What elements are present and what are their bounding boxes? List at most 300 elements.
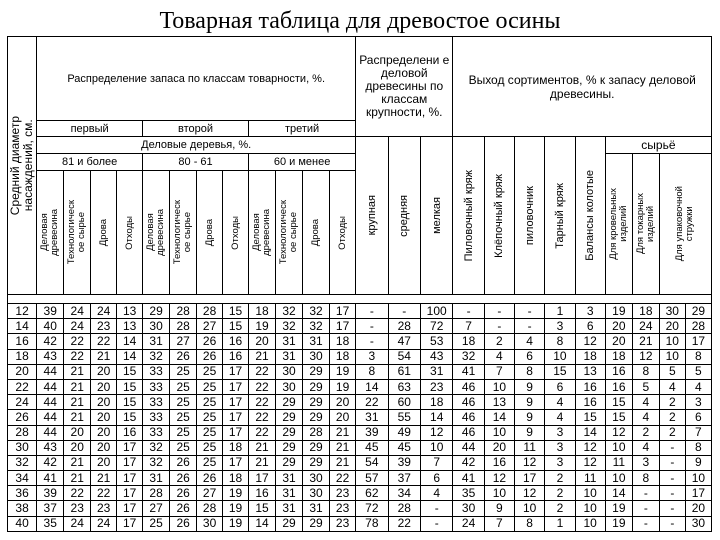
table-cell: 36 bbox=[8, 486, 37, 501]
table-cell: 26 bbox=[197, 334, 223, 349]
table-cell: 5 bbox=[632, 379, 659, 394]
table-cell: - bbox=[659, 501, 685, 516]
table-cell: 20 bbox=[605, 319, 632, 334]
table-cell: 26 bbox=[170, 349, 197, 364]
diameter-header: Средний диаметр насаждений, см. bbox=[8, 37, 37, 295]
table-cell: 31 bbox=[420, 364, 452, 379]
table-cell: 18 bbox=[223, 440, 249, 455]
table-cell: 20 bbox=[91, 395, 117, 410]
table-cell: 21 bbox=[249, 440, 276, 455]
table-cell: 40 bbox=[37, 319, 64, 334]
table-cell: 22 bbox=[64, 334, 91, 349]
table-cell: 32 bbox=[303, 319, 330, 334]
table-cell: 4 bbox=[685, 379, 711, 394]
table-cell: 7 bbox=[420, 455, 452, 470]
table-cell: 23 bbox=[91, 319, 117, 334]
table-cell: 11 bbox=[515, 440, 545, 455]
table-cell: 43 bbox=[37, 349, 64, 364]
table-cell: 30 bbox=[453, 501, 484, 516]
table-cell: 17 bbox=[223, 395, 249, 410]
table-cell: 17 bbox=[515, 471, 545, 486]
table-cell: 10 bbox=[659, 334, 685, 349]
table-cell: 25 bbox=[197, 364, 223, 379]
yield-stave-log: Клёпочный кряж bbox=[484, 137, 514, 295]
table-cell: 31 bbox=[276, 486, 303, 501]
table-cell: 24 bbox=[453, 516, 484, 531]
table-cell: 29 bbox=[303, 379, 330, 394]
table-cell: 25 bbox=[170, 379, 197, 394]
table-cell: 44 bbox=[37, 425, 64, 440]
table-cell: - bbox=[356, 304, 388, 319]
table-cell: 32 bbox=[8, 455, 37, 470]
table-cell: 23 bbox=[330, 501, 356, 516]
table-cell: 22 bbox=[249, 379, 276, 394]
table-cell: 45 bbox=[388, 440, 420, 455]
sub-col-firewood-1: Дрова bbox=[91, 171, 117, 295]
table-cell: - bbox=[420, 501, 452, 516]
sub-col-business-2: Деловая древесина bbox=[143, 171, 170, 295]
table-cell: 29 bbox=[276, 440, 303, 455]
table-cell: 28 bbox=[170, 319, 197, 334]
table-cell: 43 bbox=[37, 440, 64, 455]
table-row bbox=[8, 395, 712, 410]
table-cell: 15 bbox=[117, 395, 143, 410]
table-cell: 13 bbox=[484, 395, 514, 410]
table-cell: 21 bbox=[330, 455, 356, 470]
table-cell: 39 bbox=[37, 486, 64, 501]
table-cell: 25 bbox=[143, 516, 170, 531]
table-cell: 32 bbox=[143, 455, 170, 470]
table-cell: 22 bbox=[8, 379, 37, 394]
table-cell: 10 bbox=[575, 486, 605, 501]
table-cell: 41 bbox=[453, 364, 484, 379]
table-cell: 4 bbox=[659, 379, 685, 394]
table-cell: 18 bbox=[632, 304, 659, 319]
table-cell: 9 bbox=[515, 425, 545, 440]
table-cell: 4 bbox=[632, 440, 659, 455]
table-cell: - bbox=[632, 501, 659, 516]
table-cell: 49 bbox=[388, 425, 420, 440]
table-cell: 9 bbox=[484, 501, 514, 516]
table-cell: 26 bbox=[8, 410, 37, 425]
table-row bbox=[8, 364, 712, 379]
table-cell: - bbox=[388, 304, 420, 319]
table-cell: 46 bbox=[453, 425, 484, 440]
table-cell: 8 bbox=[515, 516, 545, 531]
table-cell: 15 bbox=[545, 364, 575, 379]
table-cell: 26 bbox=[170, 516, 197, 531]
table-cell: 4 bbox=[484, 349, 514, 364]
table-cell: 31 bbox=[276, 334, 303, 349]
table-cell: 10 bbox=[605, 471, 632, 486]
table-cell: 31 bbox=[143, 334, 170, 349]
table-cell: 10 bbox=[605, 440, 632, 455]
table-cell: 27 bbox=[197, 319, 223, 334]
table-cell: 2 bbox=[659, 425, 685, 440]
table-cell: 1 bbox=[545, 304, 575, 319]
table-cell: 31 bbox=[276, 349, 303, 364]
yield-crate-log: Тарный кряж bbox=[545, 137, 575, 295]
table-row bbox=[8, 410, 712, 425]
table-cell: 27 bbox=[143, 501, 170, 516]
table-cell: 16 bbox=[575, 395, 605, 410]
table-cell: 12 bbox=[632, 349, 659, 364]
table-cell: 8 bbox=[632, 471, 659, 486]
table-cell: 23 bbox=[64, 501, 91, 516]
table-cell: 31 bbox=[143, 471, 170, 486]
table-cell: 54 bbox=[388, 349, 420, 364]
sub-col-waste-2: Отходы bbox=[223, 171, 249, 295]
table-cell: 63 bbox=[388, 379, 420, 394]
table-cell: 2 bbox=[545, 486, 575, 501]
table-cell: 22 bbox=[249, 364, 276, 379]
table-cell: 17 bbox=[223, 410, 249, 425]
table-cell: 25 bbox=[197, 455, 223, 470]
table-cell: 30 bbox=[197, 516, 223, 531]
table-cell: 44 bbox=[37, 364, 64, 379]
table-row bbox=[8, 440, 712, 455]
sub-col-tech-3: Технологическ ое сырье bbox=[276, 171, 303, 295]
table-cell: 21 bbox=[64, 379, 91, 394]
table-cell: 32 bbox=[276, 304, 303, 319]
table-cell: 32 bbox=[453, 349, 484, 364]
table-cell: 25 bbox=[197, 410, 223, 425]
table-cell: 22 bbox=[249, 425, 276, 440]
table-cell: 43 bbox=[420, 349, 452, 364]
table-cell: 11 bbox=[575, 471, 605, 486]
table-cell: 2 bbox=[484, 334, 514, 349]
table-cell: 30 bbox=[276, 364, 303, 379]
sub-col-tech-2: Технологическ ое сырье bbox=[170, 171, 197, 295]
table-cell: 17 bbox=[685, 334, 711, 349]
class-second: второй bbox=[143, 121, 249, 137]
table-cell: 29 bbox=[276, 410, 303, 425]
table-cell: 19 bbox=[223, 501, 249, 516]
table-cell: 4 bbox=[545, 410, 575, 425]
table-cell: 46 bbox=[453, 395, 484, 410]
table-cell: 12 bbox=[484, 471, 514, 486]
table-cell: 31 bbox=[276, 471, 303, 486]
table-cell: 29 bbox=[303, 440, 330, 455]
table-cell: 29 bbox=[303, 395, 330, 410]
table-cell: 5 bbox=[685, 364, 711, 379]
table-cell: 11 bbox=[605, 455, 632, 470]
table-cell: - bbox=[632, 486, 659, 501]
table-cell: - bbox=[484, 304, 514, 319]
table-cell: 30 bbox=[303, 349, 330, 364]
table-cell: 15 bbox=[117, 379, 143, 394]
table-cell: 18 bbox=[249, 304, 276, 319]
table-cell: 21 bbox=[64, 364, 91, 379]
table-cell: 12 bbox=[605, 425, 632, 440]
yield-pulpwood: Балансы колотые bbox=[575, 137, 605, 295]
table-cell: 10 bbox=[484, 486, 514, 501]
table-cell: 21 bbox=[64, 471, 91, 486]
table-cell: 15 bbox=[223, 304, 249, 319]
table-cell: 20 bbox=[8, 364, 37, 379]
table-cell: 19 bbox=[223, 486, 249, 501]
page-title: Товарная таблица для древостое осины bbox=[159, 8, 561, 34]
table-cell: 13 bbox=[575, 364, 605, 379]
table-cell: 46 bbox=[453, 410, 484, 425]
table-cell: 18 bbox=[575, 349, 605, 364]
table-cell: 41 bbox=[37, 471, 64, 486]
table-cell: 28 bbox=[388, 501, 420, 516]
table-cell: 10 bbox=[484, 425, 514, 440]
table-cell: 14 bbox=[117, 334, 143, 349]
table-cell: 19 bbox=[605, 501, 632, 516]
table-cell: 16 bbox=[605, 379, 632, 394]
table-cell: 29 bbox=[276, 425, 303, 440]
yield-turning: Для токарных изделий bbox=[632, 154, 659, 295]
table-cell: 33 bbox=[143, 379, 170, 394]
table-cell: 15 bbox=[605, 395, 632, 410]
table-row bbox=[8, 334, 712, 349]
table-cell: 16 bbox=[223, 334, 249, 349]
table-cell: 28 bbox=[143, 486, 170, 501]
table-cell: 24 bbox=[64, 304, 91, 319]
table-cell: 12 bbox=[8, 304, 37, 319]
table-cell: 29 bbox=[303, 516, 330, 531]
table-cell: 18 bbox=[8, 349, 37, 364]
table-cell: 32 bbox=[143, 349, 170, 364]
table-cell: 24 bbox=[64, 319, 91, 334]
sub-col-business-3: Деловая древесина bbox=[249, 171, 276, 295]
table-cell: 39 bbox=[388, 455, 420, 470]
table-cell: 16 bbox=[117, 425, 143, 440]
table-cell: 26 bbox=[170, 471, 197, 486]
table-cell: 22 bbox=[64, 349, 91, 364]
table-cell: 5 bbox=[659, 364, 685, 379]
table-cell: 17 bbox=[117, 471, 143, 486]
table-cell: 25 bbox=[197, 379, 223, 394]
table-cell: 21 bbox=[64, 410, 91, 425]
table-cell: 22 bbox=[91, 486, 117, 501]
table-cell: 4 bbox=[632, 410, 659, 425]
table-cell: 14 bbox=[8, 319, 37, 334]
table-cell: 40 bbox=[8, 516, 37, 531]
table-cell: 8 bbox=[632, 364, 659, 379]
table-cell: 46 bbox=[453, 379, 484, 394]
table-row bbox=[8, 349, 712, 364]
table-cell: 20 bbox=[330, 410, 356, 425]
table-cell: 18 bbox=[330, 334, 356, 349]
table-cell: 21 bbox=[249, 349, 276, 364]
table-row bbox=[8, 425, 712, 440]
table-cell: 14 bbox=[605, 486, 632, 501]
table-cell: 2 bbox=[545, 471, 575, 486]
table-cell: 8 bbox=[685, 440, 711, 455]
table-cell: 8 bbox=[515, 364, 545, 379]
table-cell: - bbox=[632, 516, 659, 531]
table-cell: 23 bbox=[330, 516, 356, 531]
yield-header: Выход сортиментов, % к запасу деловой древесины. bbox=[453, 37, 712, 137]
size-large: крупная bbox=[356, 137, 388, 295]
table-cell: 20 bbox=[64, 425, 91, 440]
sub-col-tech-1: Технологическ ое сырье bbox=[64, 171, 91, 295]
table-cell: 20 bbox=[91, 364, 117, 379]
table-cell: 20 bbox=[330, 395, 356, 410]
table-cell: 28 bbox=[685, 319, 711, 334]
table-cell: 8 bbox=[356, 364, 388, 379]
table-cell: 3 bbox=[575, 304, 605, 319]
table-cell: 72 bbox=[420, 319, 452, 334]
table-cell: 3 bbox=[685, 395, 711, 410]
table-cell: - bbox=[515, 304, 545, 319]
table-cell: 4 bbox=[545, 395, 575, 410]
table-cell: 9 bbox=[515, 395, 545, 410]
table-cell: 16 bbox=[605, 364, 632, 379]
table-cell: 72 bbox=[356, 501, 388, 516]
sub-col-firewood-3: Дрова bbox=[303, 171, 330, 295]
table-cell: 17 bbox=[685, 486, 711, 501]
yield-sawlogs: пиловочник bbox=[515, 137, 545, 295]
table-cell: 22 bbox=[91, 334, 117, 349]
table-cell: - bbox=[515, 319, 545, 334]
size-small: мелкая bbox=[420, 137, 452, 295]
table-cell: 6 bbox=[515, 349, 545, 364]
table-cell: 37 bbox=[388, 471, 420, 486]
table-cell: 42 bbox=[37, 455, 64, 470]
table-cell: 16 bbox=[249, 486, 276, 501]
table-cell: 29 bbox=[143, 304, 170, 319]
table-cell: 29 bbox=[303, 410, 330, 425]
table-cell: 14 bbox=[117, 349, 143, 364]
table-cell: 18 bbox=[330, 349, 356, 364]
table-cell: 17 bbox=[117, 455, 143, 470]
table-cell: 30 bbox=[303, 486, 330, 501]
table-cell: 33 bbox=[143, 425, 170, 440]
table-cell: 19 bbox=[605, 304, 632, 319]
table-cell: 20 bbox=[64, 440, 91, 455]
table-cell: 16 bbox=[8, 334, 37, 349]
table-cell: 2 bbox=[632, 425, 659, 440]
class-first: первый bbox=[37, 121, 143, 137]
table-cell: 25 bbox=[197, 425, 223, 440]
table-cell: 17 bbox=[330, 319, 356, 334]
table-cell: 22 bbox=[356, 395, 388, 410]
table-cell: - bbox=[659, 455, 685, 470]
table-cell: 19 bbox=[605, 516, 632, 531]
table-cell: 4 bbox=[515, 334, 545, 349]
table-cell: 10 bbox=[685, 471, 711, 486]
table-cell: 15 bbox=[117, 410, 143, 425]
sub-col-waste-3: Отходы bbox=[330, 171, 356, 295]
table-row bbox=[8, 319, 712, 334]
table-cell: 32 bbox=[303, 304, 330, 319]
range-80-61: 80 - 61 bbox=[143, 154, 249, 171]
table-cell: 3 bbox=[545, 425, 575, 440]
table-cell: 10 bbox=[545, 349, 575, 364]
table-cell: 21 bbox=[632, 334, 659, 349]
table-cell: 24 bbox=[91, 304, 117, 319]
table-row bbox=[8, 501, 712, 516]
table-cell: 2 bbox=[659, 410, 685, 425]
table-cell: 16 bbox=[223, 349, 249, 364]
table-cell: - bbox=[453, 304, 484, 319]
business-trees-header: Деловые деревья, %. bbox=[37, 137, 356, 154]
table-cell: 44 bbox=[37, 410, 64, 425]
table-cell: 21 bbox=[330, 425, 356, 440]
table-cell: 15 bbox=[605, 410, 632, 425]
table-cell: 33 bbox=[143, 364, 170, 379]
table-cell: 22 bbox=[388, 516, 420, 531]
table-cell: 2 bbox=[659, 395, 685, 410]
table-cell: 7 bbox=[685, 425, 711, 440]
table-cell: 55 bbox=[388, 410, 420, 425]
table-cell: 39 bbox=[356, 425, 388, 440]
table-cell: 20 bbox=[659, 319, 685, 334]
table-cell: 42 bbox=[453, 455, 484, 470]
table-cell: 9 bbox=[515, 379, 545, 394]
table-cell: 10 bbox=[515, 501, 545, 516]
table-cell: 37 bbox=[37, 501, 64, 516]
table-cell: 41 bbox=[453, 471, 484, 486]
table-cell: 24 bbox=[64, 516, 91, 531]
table-cell: 15 bbox=[117, 364, 143, 379]
size-distribution-header: Распределени е деловой древесины по классам крупности, %. bbox=[356, 37, 453, 137]
table-cell: 9 bbox=[515, 410, 545, 425]
table-cell: 28 bbox=[303, 425, 330, 440]
table-cell: 20 bbox=[91, 379, 117, 394]
table-cell: 20 bbox=[249, 334, 276, 349]
table-cell: 25 bbox=[197, 440, 223, 455]
table-row bbox=[8, 471, 712, 486]
table-cell: 34 bbox=[388, 486, 420, 501]
table-row bbox=[8, 304, 712, 319]
table-cell: 17 bbox=[223, 364, 249, 379]
table-cell: 35 bbox=[453, 486, 484, 501]
table-cell: 13 bbox=[117, 304, 143, 319]
table-cell: 30 bbox=[276, 379, 303, 394]
table-cell: 28 bbox=[197, 501, 223, 516]
table-cell: 19 bbox=[330, 364, 356, 379]
table-cell: 39 bbox=[37, 304, 64, 319]
table-cell: 12 bbox=[420, 425, 452, 440]
table-cell: - bbox=[659, 471, 685, 486]
table-cell: 18 bbox=[453, 334, 484, 349]
table-cell: 29 bbox=[685, 304, 711, 319]
table-cell: 25 bbox=[170, 395, 197, 410]
table-cell: 10 bbox=[659, 349, 685, 364]
table-cell: 17 bbox=[330, 304, 356, 319]
size-medium: средняя bbox=[388, 137, 420, 295]
table-row bbox=[8, 486, 712, 501]
sub-col-firewood-2: Дрова bbox=[197, 171, 223, 295]
table-cell: 3 bbox=[545, 319, 575, 334]
table-cell: 6 bbox=[575, 319, 605, 334]
table-cell: 60 bbox=[388, 395, 420, 410]
table-cell: 17 bbox=[223, 455, 249, 470]
table-cell: 14 bbox=[249, 516, 276, 531]
table-cell: - bbox=[356, 319, 388, 334]
table-cell: 33 bbox=[143, 395, 170, 410]
table-cell: - bbox=[356, 334, 388, 349]
table-cell: 19 bbox=[249, 319, 276, 334]
table-cell: 3 bbox=[545, 440, 575, 455]
table-cell: 12 bbox=[575, 455, 605, 470]
table-cell: 6 bbox=[545, 379, 575, 394]
table-cell: - bbox=[484, 319, 514, 334]
table-cell: 17 bbox=[223, 425, 249, 440]
table-cell: 17 bbox=[117, 501, 143, 516]
table-cell: 35 bbox=[37, 516, 64, 531]
table-cell: 14 bbox=[420, 410, 452, 425]
table-cell: 20 bbox=[91, 455, 117, 470]
table-cell: 31 bbox=[303, 501, 330, 516]
table-cell: 28 bbox=[8, 425, 37, 440]
table-cell: 14 bbox=[575, 425, 605, 440]
